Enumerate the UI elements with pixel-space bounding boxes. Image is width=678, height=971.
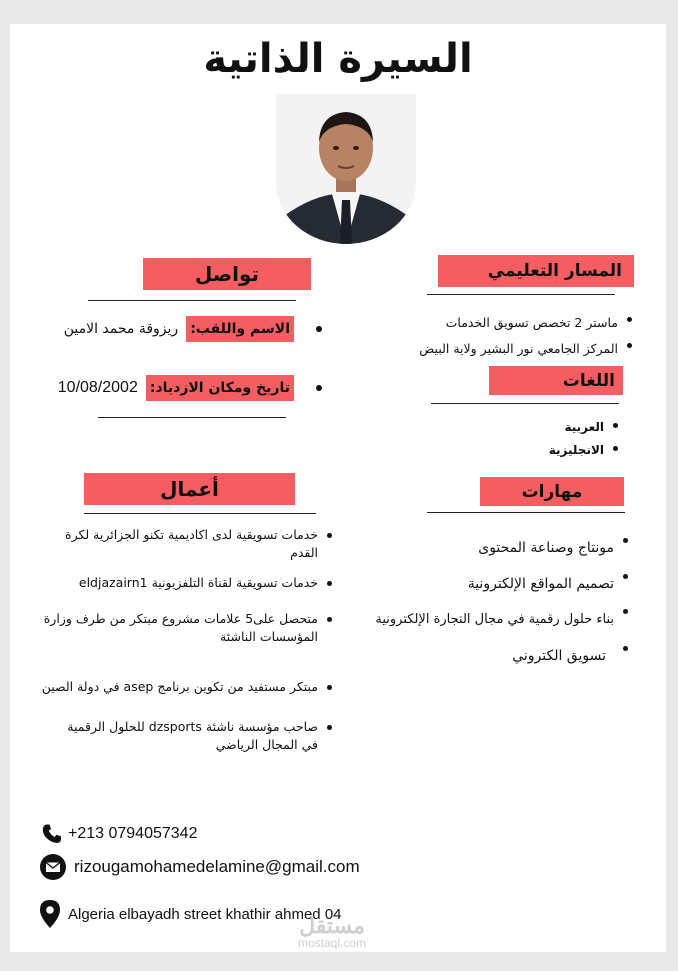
languages-heading [489,366,623,395]
education-list [370,310,632,362]
education-divider [427,294,615,295]
list-item: تسويق الكتروني [340,638,628,674]
name-field [64,316,322,342]
contact-divider [88,300,296,301]
list-item: العربية [470,416,618,439]
phone-value: +213 0794057342 [68,825,198,842]
bullet-dot [316,326,322,332]
email-row [40,854,360,880]
watermark-latin: mostaql.com [298,936,367,950]
list-item: تصميم المواقع الإلكترونية [340,566,628,602]
watermark-arabic: مستقل [299,913,365,938]
works-heading [84,473,295,505]
birth-value: 10/08/2002 [57,379,138,396]
page-title: السيرة الذاتية [203,36,473,82]
list-item: مبتكر مستفيد من تكوين برنامج asep في دولة الصين [16,678,332,696]
languages-divider [431,403,619,404]
location-pin-icon [40,900,60,928]
address-row [40,900,342,928]
skills-divider [427,512,625,513]
bullet-dot [316,385,322,391]
education-heading-text: المسار التعليمي [487,261,622,281]
birth-field [58,375,322,401]
skills-heading [480,477,624,506]
list-item: متحصل على5 علامات مشروع مبتكر من طرف وزارة المؤسسات الناشئة [16,610,332,646]
cv-page [10,24,666,952]
list-item: خدمات تسويقية لقناة التلفزيونية eldjazairn1 [16,574,332,592]
languages-list [470,416,618,462]
contact-heading-text: تواصل [194,262,260,286]
birth-label: تاريخ ومكان الازدياد: [146,375,294,401]
works-heading-text: أعمال [160,477,219,501]
list-item: بناء حلول رقمية في مجال التجارة الإلكترونية [340,602,628,638]
phone-row [40,822,197,846]
list-item: المركز الجامعي نور البشير ولاية البيض [370,336,632,362]
languages-heading-text: اللغات [562,370,615,391]
works-list [16,526,332,754]
list-item: ماستر 2 تخصص تسويق الخدمات [370,310,632,336]
list-item: مونتاج وصناعة المحتوى [340,530,628,566]
phone-icon [40,822,64,846]
contact-heading [143,258,311,290]
name-value: ريزوقة محمد الامين [63,321,179,337]
list-item: الانجليزية [470,439,618,462]
email-value: rizougamohamedelamine@gmail.com [74,857,360,876]
email-icon [40,854,66,880]
birth-divider [98,417,286,418]
watermark [298,913,367,950]
works-divider [84,513,316,514]
address-value: Algeria elbayadh street khathir ahmed 04 [68,905,342,923]
profile-photo [276,94,416,244]
skills-heading-text: مهارات [521,481,583,502]
skills-list [340,530,628,674]
list-item: صاحب مؤسسة ناشئة dzsports للحلول الرقمية في المجال الرياضي [16,718,332,754]
education-heading [438,255,634,287]
name-label: الاسم واللقب: [186,316,294,342]
list-item: خدمات تسويقية لدى اكاديمية تكنو الجزائرية لكرة القدم [16,526,332,562]
